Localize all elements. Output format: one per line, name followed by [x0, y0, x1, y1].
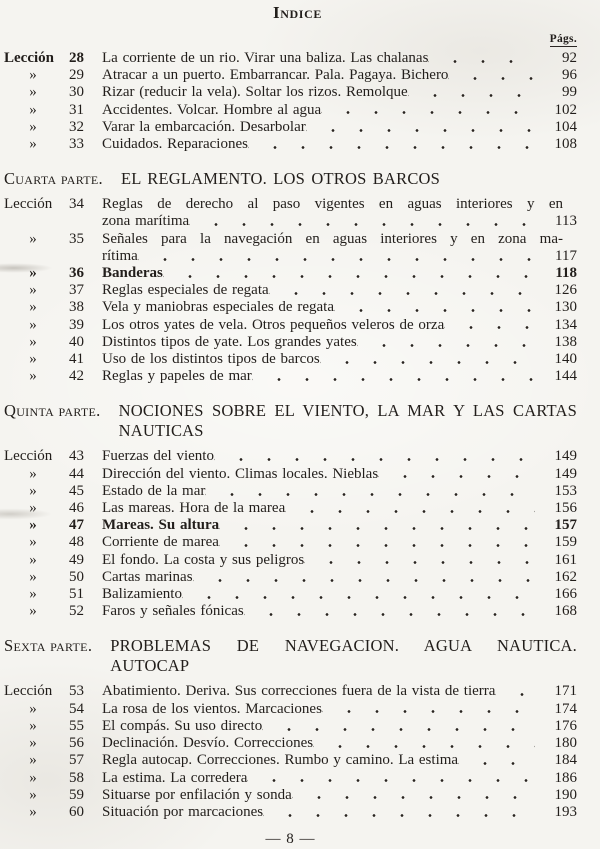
section-entries: [4, 448, 577, 620]
toc-entry: [4, 752, 577, 769]
toc-entry: [4, 787, 577, 804]
toc-entry: [4, 368, 577, 385]
part-title: [121, 169, 577, 189]
part-title: [110, 636, 577, 676]
entry-page: 149: [554, 465, 577, 482]
entry-dot-leader: [304, 552, 535, 569]
entry-title-line: Reglas de derecho al paso vigentes en aguas interiores y en: [102, 196, 563, 213]
entry-page: 171: [554, 683, 577, 700]
entry-title: [84, 448, 541, 465]
part-title-line: PROBLEMAS DE NAVEGACION. AGUA NAUTICA.: [110, 636, 577, 656]
toc-section: [4, 636, 577, 821]
entry-dot-leader: [247, 770, 535, 787]
entry-title-text: Rizar (reducir la vela). Soltar los rizos. Remolque: [102, 84, 408, 101]
entry-title-text: Dirección del viento. Climas locales. Nieblas: [102, 465, 379, 482]
entry-label: »: [29, 603, 37, 620]
entry-dot-leader: [219, 517, 535, 534]
entry-page: 157: [554, 517, 577, 534]
entry-title-text: Estado de la mar: [102, 482, 206, 499]
entry-title: [84, 701, 541, 718]
entry-number: 32: [69, 118, 84, 135]
entry-number: 57: [69, 752, 84, 769]
toc-entry: [4, 483, 577, 500]
entry-page: 193: [554, 803, 577, 820]
entry-dot-leader: [263, 804, 535, 821]
entry-title-last-line: [102, 136, 541, 153]
entry-title: [84, 230, 563, 265]
entry-label: »: [29, 586, 37, 603]
entry-dot-leader: [292, 787, 535, 804]
entry-number: 56: [69, 735, 84, 752]
entry-label: »: [29, 551, 37, 568]
toc-entry: [4, 136, 577, 153]
entry-title-text: Regla autocap. Correcciones. Rumbo y camino. La estima: [102, 752, 459, 769]
entry-title-last-line: [102, 603, 541, 620]
entry-title: [84, 787, 541, 804]
toc-entry: [4, 84, 577, 101]
entry-label: »: [29, 118, 37, 135]
entry-label: »: [29, 368, 37, 385]
toc-entry: [4, 586, 577, 603]
entry-dot-leader: [205, 483, 535, 500]
entry-title-text: La corriente de un rio. Virar una baliza. Las chalanas: [102, 50, 429, 66]
toc-entry: [4, 735, 577, 752]
entry-title: [84, 752, 541, 769]
entry-dot-leader: [408, 84, 535, 101]
part-title-line: NOCIONES SOBRE EL VIENTO, LA MAR Y LAS CARTAS: [118, 401, 577, 421]
entry-number: 36: [69, 265, 84, 282]
entry-title: [84, 552, 541, 569]
entry-page: 186: [554, 769, 577, 786]
entry-number: 52: [69, 603, 84, 620]
entry-dot-leader: [252, 368, 535, 385]
entry-dot-leader: [444, 317, 535, 334]
entry-title: [84, 196, 563, 230]
entry-number: 59: [69, 786, 84, 803]
toc-entry: [4, 770, 577, 787]
toc-entry: [4, 701, 577, 718]
entry-label: »: [29, 786, 37, 803]
entry-page: 176: [554, 717, 577, 734]
entry-label: »: [29, 316, 37, 333]
entry-number: 38: [69, 299, 84, 316]
entry-title-text: La estima. La corredera: [102, 769, 248, 786]
entry-title-text: rítima: [102, 247, 138, 264]
entry-title: [84, 265, 541, 282]
entry-label: »: [29, 101, 37, 118]
entry-title: [84, 119, 541, 136]
entry-dot-leader: [163, 265, 535, 282]
entry-title: [84, 517, 541, 534]
entry-title-text: Reglas especiales de regata: [102, 282, 269, 299]
entry-number: 34: [69, 196, 84, 213]
entry-title: [84, 102, 541, 119]
entry-title-last-line: [102, 265, 541, 282]
entry-title: [84, 483, 541, 500]
entry-number: 55: [69, 717, 84, 734]
entry-title-last-line: [102, 317, 541, 334]
entry-dot-leader: [306, 119, 535, 136]
part-title-line: AUTOCAP: [110, 656, 190, 676]
entry-label: »: [29, 230, 37, 247]
entry-title-text: Corriente de marea: [102, 534, 219, 551]
entry-dot-leader: [214, 448, 535, 465]
entry-title-last-line: [102, 534, 541, 551]
entry-dot-leader: [262, 718, 535, 735]
entry-title: [84, 586, 541, 603]
entry-title-last-line: [102, 517, 541, 534]
entry-number: 46: [69, 500, 84, 517]
entry-title-last-line: [102, 787, 541, 804]
entry-title-last-line: [102, 213, 541, 230]
entry-number: 45: [69, 482, 84, 499]
entry-title-last-line: [102, 735, 541, 752]
entry-page: 113: [555, 213, 577, 230]
entry-number: 49: [69, 551, 84, 568]
entry-number: 33: [69, 136, 84, 153]
entry-title-text: Reglas y papeles de mar: [102, 368, 252, 385]
entry-title-last-line: [102, 67, 541, 84]
toc-entry: [4, 500, 577, 517]
entry-dot-leader: [189, 213, 535, 230]
toc-entry: [4, 517, 577, 534]
entry-title-text: Varar la embarcación. Desarbolar: [102, 118, 306, 135]
entry-title-text: Atracar a un puerto. Embarrancar. Pala. Pagaya. Bichero: [102, 67, 449, 84]
part-title: [119, 401, 577, 441]
entry-title-text: La rosa de los vientos. Marcaciones: [102, 700, 322, 717]
entry-label: »: [29, 84, 37, 101]
entry-title-text: Cuidados. Reparaciones: [102, 136, 248, 153]
section-entries: [4, 50, 577, 153]
entry-page: 92: [562, 50, 577, 66]
entry-title-last-line: [102, 483, 541, 500]
entry-dot-leader: [269, 282, 535, 299]
entry-title-last-line: [102, 334, 541, 351]
entry-title: [84, 603, 541, 620]
entry-page: 134: [554, 316, 577, 333]
entry-page: 184: [554, 752, 577, 769]
toc-entry: [4, 534, 577, 551]
entry-page: 138: [554, 333, 577, 350]
entry-title-text: Balizamiento: [102, 586, 182, 603]
entry-title-last-line: [102, 351, 541, 368]
entry-page: 190: [554, 786, 577, 803]
entry-title: [84, 299, 541, 316]
entry-number: 50: [69, 568, 84, 585]
entry-dot-leader: [182, 586, 535, 603]
entry-title-last-line: [102, 466, 541, 483]
part-label: Cuarta parte.: [4, 169, 103, 189]
entry-dot-leader: [320, 351, 535, 368]
entry-page: 159: [554, 534, 577, 551]
entry-title: [84, 84, 541, 101]
entry-page: 161: [554, 551, 577, 568]
entry-title-last-line: [102, 500, 541, 517]
entry-number: 54: [69, 700, 84, 717]
entry-title-last-line: [102, 804, 541, 821]
toc-entry: [4, 102, 577, 119]
toc-section: [4, 50, 577, 153]
entry-title: [84, 466, 541, 483]
entry-dot-leader: [244, 603, 535, 620]
entry-dot-leader: [219, 534, 535, 551]
entry-page: 130: [554, 299, 577, 316]
entry-title: [84, 770, 541, 787]
entry-dot-leader: [138, 248, 535, 265]
section-entries: [4, 196, 577, 385]
entry-title-last-line: [102, 586, 541, 603]
entry-number: 53: [69, 683, 84, 700]
entry-title: [84, 317, 541, 334]
entry-title-last-line: [102, 770, 541, 787]
entry-page: 99: [562, 84, 577, 101]
entry-page: 104: [554, 118, 577, 135]
entry-title-last-line: [102, 683, 541, 700]
entry-dot-leader: [495, 683, 535, 700]
entry-label: »: [29, 735, 37, 752]
toc-entry: [4, 119, 577, 136]
entry-title-last-line: [102, 368, 541, 385]
entry-title: [84, 334, 541, 351]
entry-page: 149: [554, 448, 577, 465]
entry-label: »: [29, 752, 37, 769]
entry-title-text: Situación por marcaciones: [102, 803, 264, 820]
part-heading: [4, 401, 577, 441]
entry-page: 180: [554, 735, 577, 752]
part-title-line: NAUTICAS: [118, 421, 204, 441]
entry-dot-leader: [357, 334, 535, 351]
entry-title-text: Faros y señales fónicas: [102, 603, 244, 620]
toc-entry: [4, 317, 577, 334]
entry-page: 168: [554, 603, 577, 620]
toc-entry: [4, 448, 577, 465]
entry-page: 166: [554, 586, 577, 603]
entry-title-text: El fondo. La costa y sus peligros: [102, 551, 305, 568]
entry-title-text: Fuerzas del viento: [102, 448, 214, 465]
entry-number: 44: [69, 465, 84, 482]
entry-title-text: El compás. Su uso directo: [102, 717, 263, 734]
entry-label: »: [29, 500, 37, 517]
pages-column-header: Págs.: [549, 33, 577, 45]
entry-page: 126: [554, 282, 577, 299]
entry-dot-leader: [248, 136, 535, 153]
entry-title: [84, 735, 541, 752]
entry-title-text: Las mareas. Hora de la marea: [102, 500, 286, 517]
entry-title-text: Los otros yates de vela. Otros pequeños veleros de orza: [102, 316, 445, 333]
entry-page: 102: [554, 101, 577, 118]
entry-page: 162: [554, 568, 577, 585]
entry-page: 153: [554, 482, 577, 499]
entry-label: »: [29, 265, 37, 282]
entry-label: »: [29, 333, 37, 350]
entry-title-text: Banderas: [102, 265, 163, 282]
entry-title: [84, 368, 541, 385]
entry-title-text: Uso de los distintos tipos de barcos: [102, 351, 320, 368]
entry-label: »: [29, 534, 37, 551]
part-heading: [4, 636, 577, 676]
entry-title-text: Accidentes. Volcar. Hombre al agua: [102, 101, 322, 118]
entry-title-last-line: [102, 299, 541, 316]
entry-title-text: zona marítima: [102, 213, 190, 230]
toc-entry: [4, 718, 577, 735]
entry-number: 37: [69, 282, 84, 299]
entry-title-last-line: [102, 448, 541, 465]
entry-number: 35: [69, 230, 84, 247]
toc-entry: [4, 299, 577, 316]
entry-dot-leader: [322, 701, 535, 718]
entry-label: »: [29, 700, 37, 717]
entry-title-text: Mareas. Su altura: [102, 517, 220, 534]
entry-title: [84, 500, 541, 517]
entry-number: 39: [69, 316, 84, 333]
entry-number: 42: [69, 368, 84, 385]
toc-entry: [4, 265, 577, 282]
entry-title-text: Abatimiento. Deriva. Sus correcciones fuera de la vista de tierra: [102, 683, 496, 700]
part-title-line: EL REGLAMENTO. LOS OTROS BARCOS: [121, 169, 441, 189]
entry-dot-leader: [378, 466, 535, 483]
entry-number: 40: [69, 333, 84, 350]
entry-number: 43: [69, 448, 84, 465]
entry-number: 51: [69, 586, 84, 603]
entry-page: 118: [555, 265, 577, 282]
entry-title-last-line: [102, 701, 541, 718]
entry-title-last-line: [102, 102, 541, 119]
entry-title-last-line: [102, 282, 541, 299]
toc-entry: [4, 466, 577, 483]
entry-dot-leader: [458, 752, 535, 769]
entry-page: 144: [554, 368, 577, 385]
toc-entry: [4, 603, 577, 620]
entry-number: 58: [69, 769, 84, 786]
toc-entry: [4, 683, 577, 700]
entry-title: [84, 351, 541, 368]
entry-dot-leader: [448, 67, 535, 84]
entry-title: [84, 569, 541, 586]
entry-title-last-line: [102, 752, 541, 769]
page-title: Indice: [273, 3, 322, 22]
entry-number: 28: [69, 50, 84, 66]
entry-label: »: [29, 299, 37, 316]
entry-label: »: [29, 282, 37, 299]
entry-title: [84, 50, 541, 67]
toc-entry: [4, 282, 577, 299]
toc-entry: [4, 50, 577, 67]
toc-entry: [4, 231, 577, 265]
entry-number: 48: [69, 534, 84, 551]
entry-number: 41: [69, 351, 84, 368]
entry-title: [84, 136, 541, 153]
entry-label: »: [29, 465, 37, 482]
entry-title-last-line: [102, 248, 541, 265]
part-heading: [4, 169, 577, 189]
entry-title: [84, 718, 541, 735]
entry-number: 47: [69, 517, 84, 534]
entry-title-line: Señales para la navegación en aguas interiores y en zona ma-: [102, 230, 563, 247]
page-number-footer: — 8 —: [265, 831, 316, 848]
entry-label: »: [29, 803, 37, 820]
entry-title: [84, 67, 541, 84]
entry-label: Lección: [4, 196, 53, 213]
pages-column-header-row: [4, 31, 577, 46]
toc-entry: [4, 351, 577, 368]
entry-dot-leader: [321, 102, 535, 119]
entry-title: [84, 282, 541, 299]
entry-title-text: Distintos tipos de yate. Los grandes yates: [102, 333, 357, 350]
entry-label: Lección: [4, 50, 54, 66]
entry-label: Lección: [4, 683, 53, 700]
entry-title: [84, 683, 541, 700]
entry-page: 156: [554, 500, 577, 517]
entry-label: »: [29, 351, 37, 368]
entry-label: »: [29, 136, 37, 153]
entry-label: »: [29, 482, 37, 499]
entry-title-last-line: [102, 552, 541, 569]
entry-title-last-line: [102, 718, 541, 735]
entry-dot-leader: [334, 299, 535, 316]
entry-title-last-line: [102, 119, 541, 136]
toc-entry: [4, 569, 577, 586]
entry-page: 140: [554, 351, 577, 368]
toc-entry: [4, 552, 577, 569]
entry-label: »: [29, 568, 37, 585]
entry-title: [84, 534, 541, 551]
entry-title-text: Declinación. Desvío. Correcciones: [102, 735, 314, 752]
entry-page: 174: [554, 700, 577, 717]
part-label: Quinta parte.: [4, 401, 101, 421]
section-entries: [4, 683, 577, 821]
entry-page: 117: [555, 247, 577, 264]
entry-title-last-line: [102, 569, 541, 586]
entry-title-last-line: [102, 84, 541, 101]
toc-entry: [4, 334, 577, 351]
entry-label: Lección: [4, 448, 53, 465]
entry-page: 96: [562, 67, 577, 84]
entry-label: »: [29, 769, 37, 786]
entry-title-text: Cartas marinas: [102, 568, 193, 585]
entry-page: 108: [554, 136, 577, 153]
entry-number: 30: [69, 84, 84, 101]
entry-title-text: Vela y maniobras especiales de regata: [102, 299, 334, 316]
entry-number: 60: [69, 803, 84, 820]
toc-section: [4, 169, 577, 385]
entry-label: »: [29, 517, 37, 534]
part-label: Sexta parte.: [4, 636, 93, 656]
toc-entry: [4, 804, 577, 821]
entry-number: 31: [69, 101, 84, 118]
toc-section: [4, 401, 577, 620]
toc-body: [4, 50, 577, 821]
entry-title-last-line: [102, 50, 541, 67]
entry-label: »: [29, 67, 37, 84]
entry-dot-leader: [285, 500, 535, 517]
entry-title: [84, 804, 541, 821]
entry-title-text: Situarse por enfilación y sonda: [102, 786, 292, 803]
toc-entry: [4, 196, 577, 230]
entry-dot-leader: [193, 569, 535, 586]
entry-label: »: [29, 717, 37, 734]
entry-dot-leader: [313, 735, 535, 752]
entry-number: 29: [69, 67, 84, 84]
toc-entry: [4, 67, 577, 84]
entry-dot-leader: [428, 50, 535, 67]
